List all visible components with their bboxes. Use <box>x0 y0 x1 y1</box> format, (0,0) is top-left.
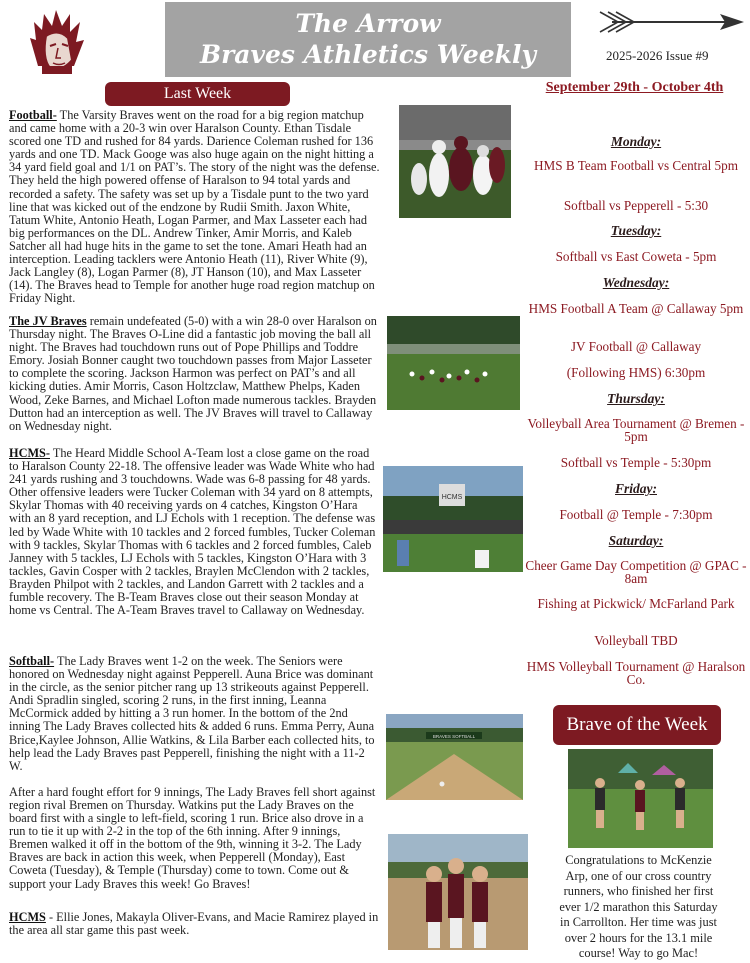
event-mon-2: Softball vs Pepperell - 5:30 <box>563 198 709 213</box>
brave-head-logo-icon <box>22 8 92 78</box>
masthead-title: The Arrow <box>295 9 441 38</box>
event-wed-1: HMS Football A Team @ Callaway 5pm <box>528 301 744 316</box>
brave-of-week-banner: Brave of the Week <box>553 705 721 745</box>
football-photo <box>399 105 511 218</box>
hcms-football-article <box>9 447 381 617</box>
brave-of-week-photo <box>568 749 713 848</box>
day-monday: Monday: <box>610 134 662 149</box>
event-wed-3: (Following HMS) 6:30pm <box>566 365 706 380</box>
hcms-softball-heading: HCMS <box>9 910 46 924</box>
day-saturday: Saturday: <box>608 533 664 548</box>
hcms-football-photo <box>383 466 523 572</box>
football-body: The Varsity Braves went on the road for a big region matchup and came home with a 20-3 win over Haralson County. Ethan Tisdale scored one TD and rushed for 84 yards. Darience Coleman rushed for 136 yards and one TD. Mack Googe was also huge again on the night hitting a 34 yard field goal and 1/1 on PAT’s. The story of the night was the defense. They held the high powered offense of Haralson to 94 total yards and recorded a safety. The safety was set up by a Tisdale punt to the two yard line that was kicked out of the endzone by Rudii Smith. Jaxon White, Tatum White, Antonio Heath, Logan Parmer, and Max Lasseter each had big performances on the DL. Andrew Tinker, Amir Morris, and Kaleb Satcher all had huge hits in the game to set the tone. Amari Heath had an interception. Leading tacklers were Antonio Heath (11), River White (9), Jack Langley (8), Logan Parmer (8), JT Hanson (10), and Max Lasseter (14). The Braves head to Temple for another huge road region matchup on Friday Night. <box>9 108 380 306</box>
last-week-banner: Last Week <box>105 82 290 106</box>
softball-heading: Softball- <box>9 654 55 668</box>
softball-players-photo <box>388 834 528 950</box>
event-sat-1: Cheer Game Day Competition @ GPAC - 8am <box>525 558 747 586</box>
jv-body: remain undefeated (5-0) with a win 28-0 over Haralson on Thursday night. The Braves O-Line did a fantastic job moving the ball all night. The Braves had touchdown runs out of Pope Phillips and Toddre Emory. Josiah Bonner caught two touchdown passes from Major Lasseter to complete the scoring. Jackson Harmon was perfect on PAT’s and all kicking duties. Amir Morris, Cason Holtzclaw, Matthew Phelps, Kaden Wood, Zeke Barnes, and Michael Lofton made numerous tackles. Brayden Dutton had an interception as well. The JV Braves will travel to Callaway on Wednesday night. <box>9 314 377 433</box>
event-thu-1: Volleyball Area Tournament @ Bremen - 5pm <box>527 416 745 444</box>
event-tue-1: Softball vs East Coweta - 5pm <box>555 249 717 264</box>
brave-of-week-caption: Congratulations to McKenzie Arp, one of our cross country runners, who finished her first ever 1/2 marathon this Saturday in Carrollton. Her time was just over 2 hours for the 13.1 mile course! Way to go Mac! <box>559 853 718 960</box>
masthead <box>165 2 571 77</box>
day-thursday: Thursday: <box>607 391 665 406</box>
hcms-softball-article <box>9 911 381 937</box>
hcms-softball-body: - Ellie Jones, Makayla Oliver-Evans, and Macie Ramirez played in the area all star game this past week. <box>9 910 379 938</box>
hcms-football-heading: HCMS- <box>9 446 50 460</box>
softball-field-photo <box>386 714 523 800</box>
football-article <box>9 109 381 305</box>
event-fri-1: Football @ Temple - 7:30pm <box>559 507 713 522</box>
event-wed-2: JV Football @ Callaway <box>570 339 702 354</box>
event-mon-1: HMS B Team Football vs Central 5pm <box>534 158 738 173</box>
softball-body-2: After a hard fought effort for 9 innings, The Lady Braves fell short against region rival Bremen on Thursday. Watkins put the Lady Braves on the board first with a single to left-field, scoring 1 run. Brice also drove in a run to tie it up with 2-2 in the top of the 6th inning. After 9 innings, Bremen walked it off in the bottom of the 9th, winning it 3-2. The Lady Braves are back in action this week, when Pepperell (Monday), East Coweta (Tuesday), & Temple (Thursday) come to town. Come out & support your Lady Braves this week! Go Braves! <box>9 784 376 891</box>
arrow-icon <box>598 8 746 36</box>
scoreboard-text: HCMS <box>441 494 463 501</box>
day-friday: Friday: <box>615 481 657 496</box>
event-sat-4: HMS Volleyball Tournament @ Haralson Co. <box>526 659 746 687</box>
softball-body-1: The Lady Braves went 1-2 on the week. The Seniors were honored on Wednesday night against Pepperell. Auna Brice was dominant in the circle, as the senior pitcher rang up 13 strikeouts against Pepperell. Andi Spradlin singled, scoring 2 runs, in the first inning, Leanna McCormick added by hitting a 3 run homer. In the bottom of the 2nd inning The Lady Braves collected hits & added 6 runs. Emma Perry, Auna Brice,Kaylee Johnson, Allie Watkins, & Lila Barber each collected hits, to help lead the Lady Braves past Pepperell, finishing the night with a 11-2 W. <box>9 654 375 773</box>
day-wednesday: Wednesday: <box>602 275 670 290</box>
event-thu-2: Softball vs Temple - 5:30pm <box>560 455 712 470</box>
jv-heading: The JV Braves <box>9 314 87 328</box>
day-tuesday: Tuesday: <box>610 223 662 238</box>
football-heading: Football- <box>9 108 57 122</box>
softball-article <box>9 655 381 891</box>
jv-article <box>9 315 381 433</box>
masthead-subtitle: Braves Athletics Weekly <box>199 40 537 69</box>
event-sat-3: Volleyball TBD <box>594 633 678 648</box>
issue-number: 2025-2026 Issue #9 <box>606 48 709 63</box>
event-sat-2: Fishing at Pickwick/ McFarland Park <box>537 596 735 611</box>
date-range: September 29th - October 4th <box>545 80 724 95</box>
softball-sign-text: BRAVES SOFTBALL <box>432 734 476 739</box>
hcms-football-body: The Heard Middle School A-Team lost a close game on the road to Haralson County 22-18. The offensive leader was Wade White who had 241 yards rushing and 3 touchdowns. Wade was 6-8 passing for 48 yards. Other offensive leaders were Tucker Coleman with 34 yard on 8 attempts, Skylar Thomas with 40 receiving yards on 4 catches, Kingston O’Hara with an 8 yard reception, and LJ Echols with 1 reception. The defense was led by Wade White with 10 tackles and 2 forced fumbles, Tucker Coleman with 9 tackles, Skylar Thomas with 6 tackles and 2 forced fumbles, Caleb Janney with 5 tackles, LJ Echols with 5 tackles, Kingston O’Hara with 3 tackles, Gavin Cosper with 2 tackles, Braylen McClendon with 2 tackles, Brayden Philpot with 2 tackles, and Landon Garrett with 2 tackles and a fumble recovery. The B-Team Braves close out their season Monday at home vs Central. The A-Team Braves travel to Callaway on Wednesday. <box>9 446 376 618</box>
jv-football-photo <box>387 316 520 410</box>
